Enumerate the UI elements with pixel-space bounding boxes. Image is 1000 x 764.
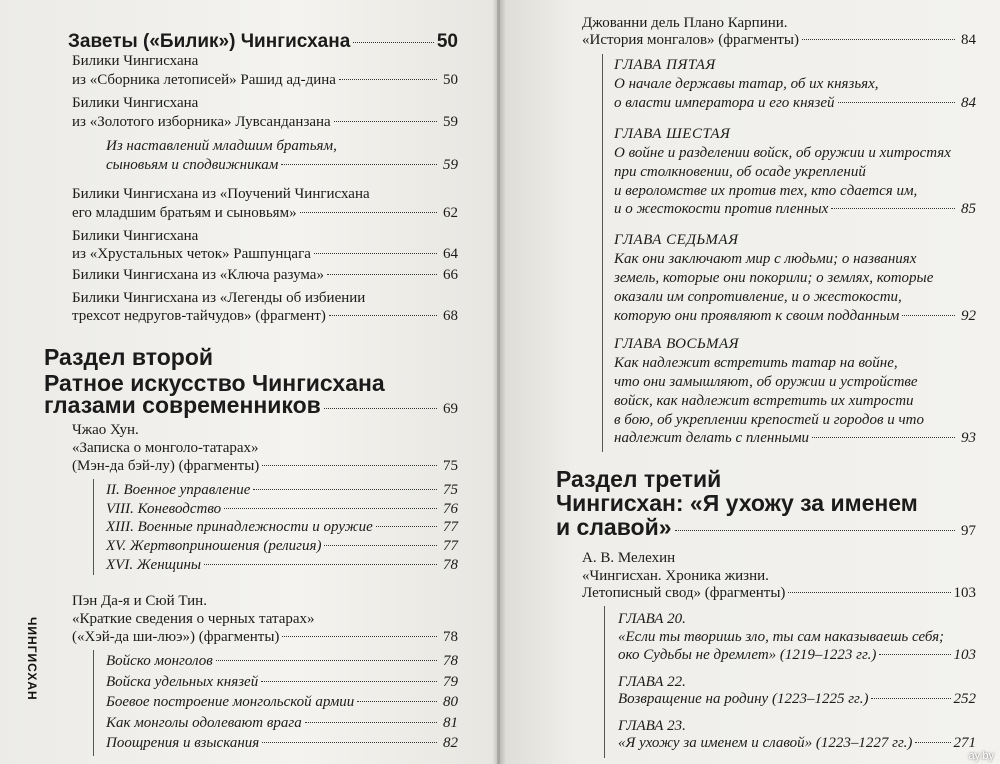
toc-subentry[interactable]: XIII. Военные принадлежности и оружие 77 [106, 519, 458, 535]
toc-entry[interactable]: Билики Чингисхана из «Ключа разума» 66 [72, 267, 458, 283]
watermark: ay.by [968, 750, 994, 762]
chapter-line: при столкновении, об осаде укреплений [614, 164, 866, 180]
toc-subentry[interactable]: Возвращение на родину (1223–1225 гг.) 252 [618, 691, 976, 707]
chapter-label: ГЛАВА СЕДЬМАЯ [614, 232, 739, 248]
chapter-line: О начале державы татар, об их князьях, [614, 76, 879, 92]
chapter-label: ГЛАВА ПЯТАЯ [614, 57, 716, 73]
toc-entry[interactable]: Летописный свод» (фрагменты) 103 [582, 585, 976, 601]
chapter-label: ГЛАВА 20. [618, 611, 686, 627]
toc-subentry[interactable]: око Судьбы не дремлет» (1219–1223 гг.) 103 [618, 647, 976, 663]
toc-entry-section1[interactable]: Заветы («Билик») Чингисхана 50 [68, 31, 458, 52]
chapter-line: что они замышляют, об оружии и устройстве [614, 374, 918, 390]
toc-entry-line: Билики Чингисхана из «Поучений Чингисхана [72, 186, 370, 202]
author-line: Пэн Да-я и Сюй Тин. [72, 593, 207, 609]
author-line: Чжао Хун. [72, 422, 139, 438]
chapter-line: Как они заключают мир с людьми; о названиях [614, 251, 917, 267]
toc-subentry[interactable]: Боевое построение монгольской армии 80 [106, 694, 458, 710]
toc-entry[interactable]: «История монгалов» (фрагменты) 84 [582, 32, 976, 48]
toc-entry-line: Билики Чингисхана из «Легенды об избиении [72, 290, 366, 306]
chapter-line: «Если ты творишь зло, ты сам наказываешь себя; [618, 629, 945, 645]
left-page [0, 0, 497, 764]
toc-entry[interactable]: трехсот недругов-тайчудов» (фрагмент) 68 [72, 308, 458, 324]
toc-subentry[interactable]: VIII. Коневодство 76 [106, 501, 458, 517]
toc-subentry[interactable]: Поощрения и взыскания 82 [106, 735, 458, 751]
toc-entry[interactable]: из «Золотого изборника» Лувсанданзана 59 [72, 114, 458, 130]
book-gutter [492, 0, 506, 764]
chapter-line: земель, которые они покорили; о землях, которые [614, 270, 934, 286]
toc-subentry[interactable]: и о жестокости против пленных 85 [614, 201, 976, 217]
chapter-label: ГЛАВА 22. [618, 674, 686, 690]
chapter-line: оказали им сопротивление, и о жестокости, [614, 289, 902, 305]
divider [93, 479, 94, 575]
toc-subentry[interactable]: Войско монголов 78 [106, 653, 458, 669]
chapter-line: и вероломстве их против тех, кто сдается им, [614, 183, 918, 199]
running-head: ЧИНГИСХАН [25, 617, 39, 701]
toc-entry-line: Билики Чингисхана [72, 53, 199, 69]
toc-subentry[interactable]: «Я ухожу за именем и славой» (1223–1227 гг.) 271 [618, 735, 976, 751]
toc-subentry[interactable]: II. Военное управление 75 [106, 482, 458, 498]
toc-entry[interactable]: его младшим братьям и сыновьям» 62 [72, 205, 458, 221]
toc-subentry[interactable]: Войска удельных князей 79 [106, 674, 458, 690]
toc-entry[interactable]: («Хэй-да ши-люэ») (фрагменты) 78 [72, 629, 458, 645]
toc-entry-line: «Записка о монголо-татарах» [72, 440, 259, 456]
toc-subentry[interactable]: о власти императора и его князей 84 [614, 95, 976, 111]
divider [604, 606, 605, 758]
toc-entry-line: Билики Чингисхана [72, 228, 199, 244]
section-heading: Чингисхан: «Я ухожу за именем [556, 490, 918, 516]
toc-entry-line: «Краткие сведения о черных татарах» [72, 611, 315, 627]
section-heading: Ратное искусство Чингисхана [44, 370, 385, 396]
author-line: А. В. Мелехин [582, 550, 676, 566]
leader-dots [353, 42, 434, 43]
toc-entry-section3[interactable]: и славой» 97 [556, 514, 976, 540]
toc-entry-section2[interactable]: глазами современников 69 [44, 392, 458, 418]
toc-entry[interactable]: из «Сборника летописей» Рашид ад-дина 50 [72, 72, 458, 88]
chapter-label: ГЛАВА ВОСЬМАЯ [614, 336, 740, 352]
chapter-line: О войне и разделении войск, об оружии и хитростях [614, 145, 951, 161]
toc-subentry[interactable]: Как монголы одолевают врага 81 [106, 715, 458, 731]
toc-subentry[interactable]: которую они проявляют к своим подданным 92 [614, 308, 976, 324]
chapter-label: ГЛАВА 23. [618, 718, 686, 734]
toc-entry-line: Билики Чингисхана [72, 95, 199, 111]
toc-entry-line: «Чингисхан. Хроника жизни. [582, 568, 769, 584]
toc-subentry[interactable]: надлежит делать с пленными 93 [614, 430, 976, 446]
toc-subentry[interactable]: XV. Жертвоприношения (религия) 77 [106, 538, 458, 554]
toc-subentry-line: Из наставлений младшим братьям, [106, 138, 337, 154]
chapter-label: ГЛАВА ШЕСТАЯ [614, 126, 731, 142]
chapter-line: в бою, об укреплении крепостей и городов и что [614, 412, 924, 428]
toc-entry[interactable]: (Мэн-да бэй-лу) (фрагменты) 75 [72, 458, 458, 474]
divider [93, 650, 94, 756]
chapter-line: войск, как надлежит встретить их хитрости [614, 393, 914, 409]
chapter-line: Как надлежит встретить татар на войне, [614, 355, 898, 371]
section-heading: Раздел второй [44, 344, 214, 370]
toc-subentry[interactable]: XVI. Женщины 78 [106, 557, 458, 573]
right-page [500, 0, 1000, 764]
toc-entry[interactable]: из «Хрустальных четок» Рашпунцага 64 [72, 246, 458, 262]
divider [602, 54, 603, 452]
toc-subentry[interactable]: сыновьям и сподвижникам 59 [106, 157, 458, 173]
section-heading: Раздел третий [556, 466, 722, 492]
author-line: Джованни дель Плано Карпини. [582, 15, 788, 31]
